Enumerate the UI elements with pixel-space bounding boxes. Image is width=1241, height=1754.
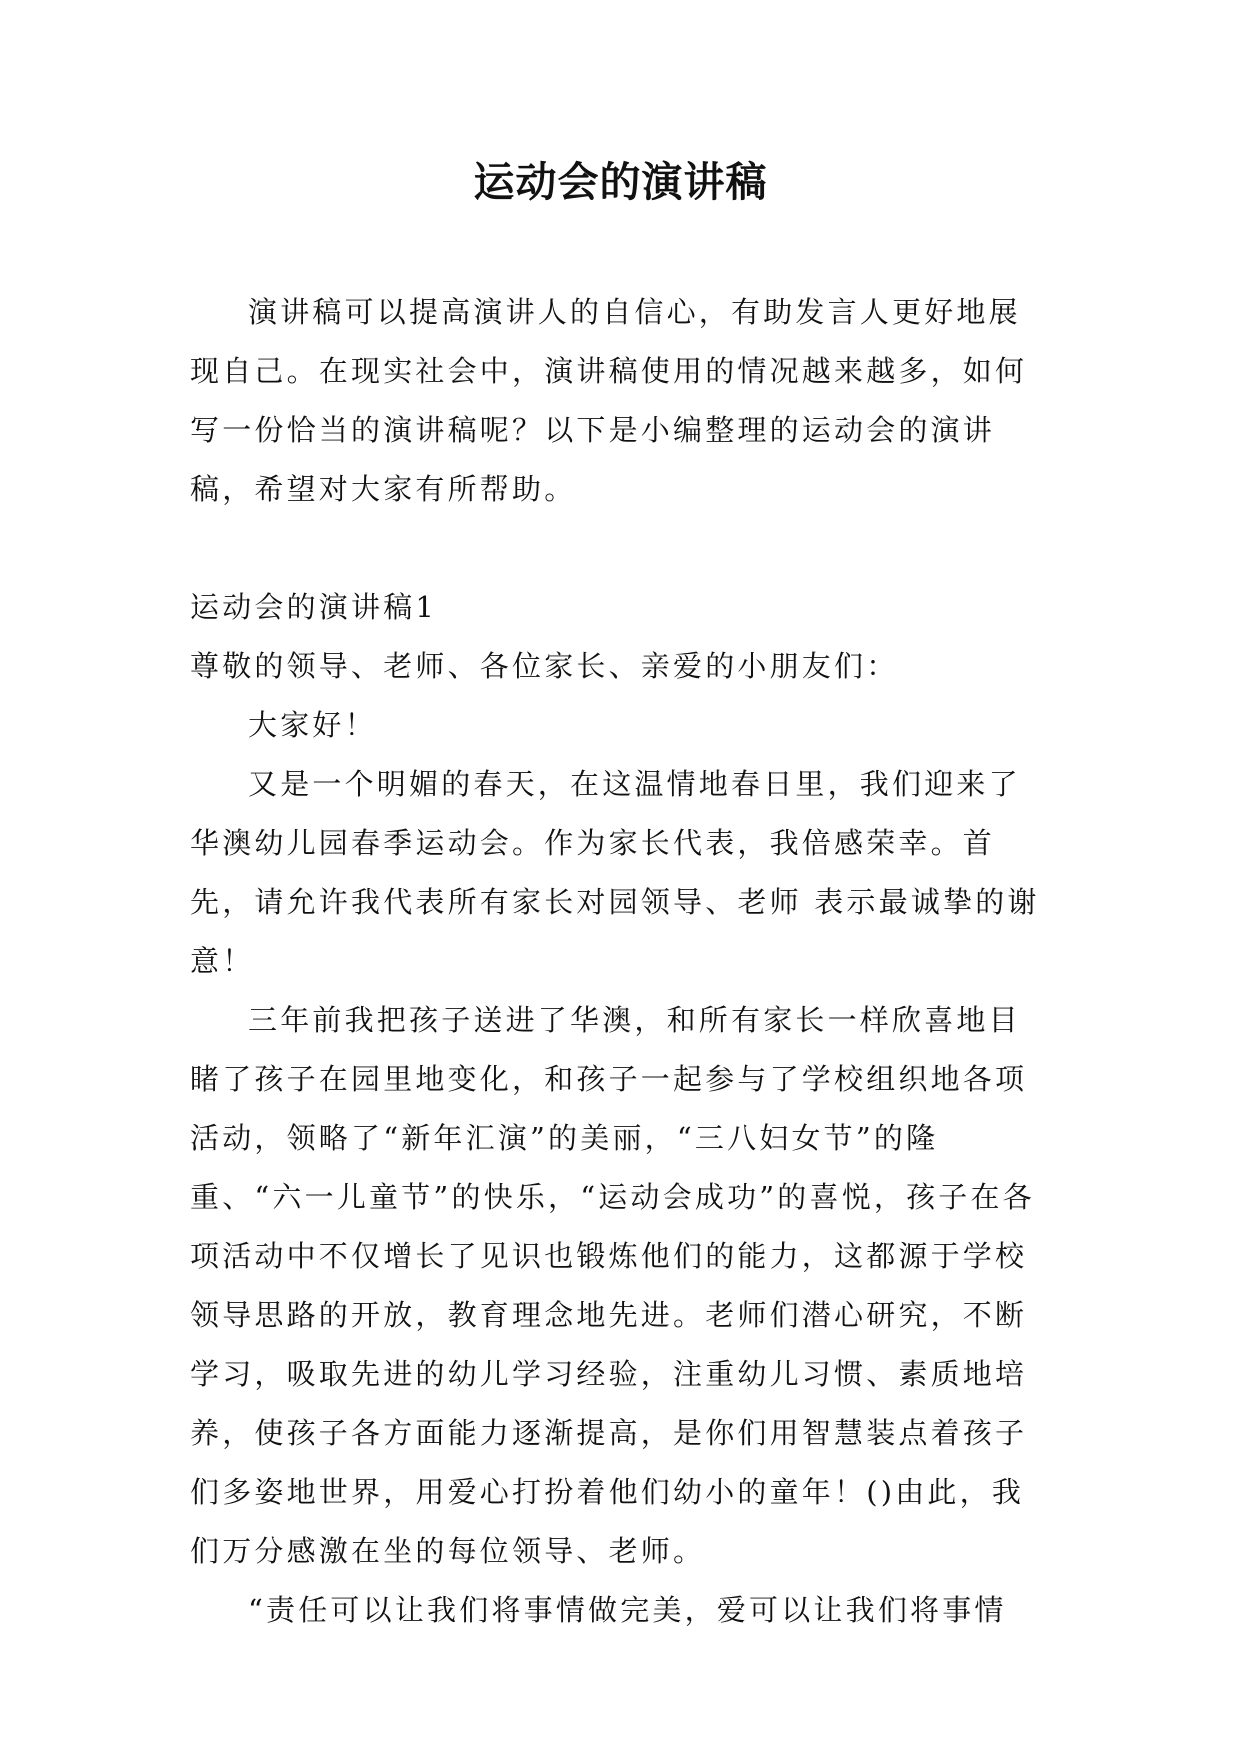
document-body — [190, 283, 1050, 1640]
greeting: 大家好！ — [248, 708, 377, 742]
body-paragraph-3: “责任可以让我们将事情做完美，爱可以让我们将事情 — [248, 1593, 1007, 1627]
salutation: 尊敬的领导、老师、各位家长、亲爱的小朋友们： — [190, 649, 899, 683]
paragraph-gap — [190, 519, 1050, 578]
section-heading: 运动会的演讲稿1 — [190, 590, 438, 624]
intro-paragraph: 演讲稿可以提高演讲人的自信心，有助发言人更好地展现自己。在现实社会中，演讲稿使用的情况越来越多，如何写一份恰当的演讲稿呢？以下是小编整理的运动会的演讲稿，希望对大家有所帮助。 — [190, 295, 1028, 506]
body-paragraph-1: 又是一个明媚的春天，在这温情地春日里，我们迎来了华澳幼儿园春季运动会。作为家长代表，我倍感荣幸。首先，请允许我代表所有家长对园领导、老师 表示最诚挚的谢意！ — [190, 767, 1040, 978]
document-title: 运动会的演讲稿 — [473, 158, 768, 206]
body-paragraph-2: 三年前我把孩子送进了华澳，和所有家长一样欣喜地目睹了孩子在园里地变化，和孩子一起参与了学校组织地各项活动，领略了“新年汇演”的美丽，“三八妇女节”的隆重、“六一儿童节”的快乐，“运动会成功”的喜悦，孩子在各项活动中不仅增长了见识也锻炼他们的能力，这都源于学校领导思路的开放，教育理念地先进。老师们潜心研究，不断学习，吸取先进的幼儿学习经验，注重幼儿习惯、素质地培养，使孩子各方面能力逐渐提高，是你们用智慧装点着孩子们多姿地世界，用爱心打扮着他们幼小的童年！()由此，我们万分感激在坐的每位领导、老师。 — [190, 1003, 1035, 1568]
